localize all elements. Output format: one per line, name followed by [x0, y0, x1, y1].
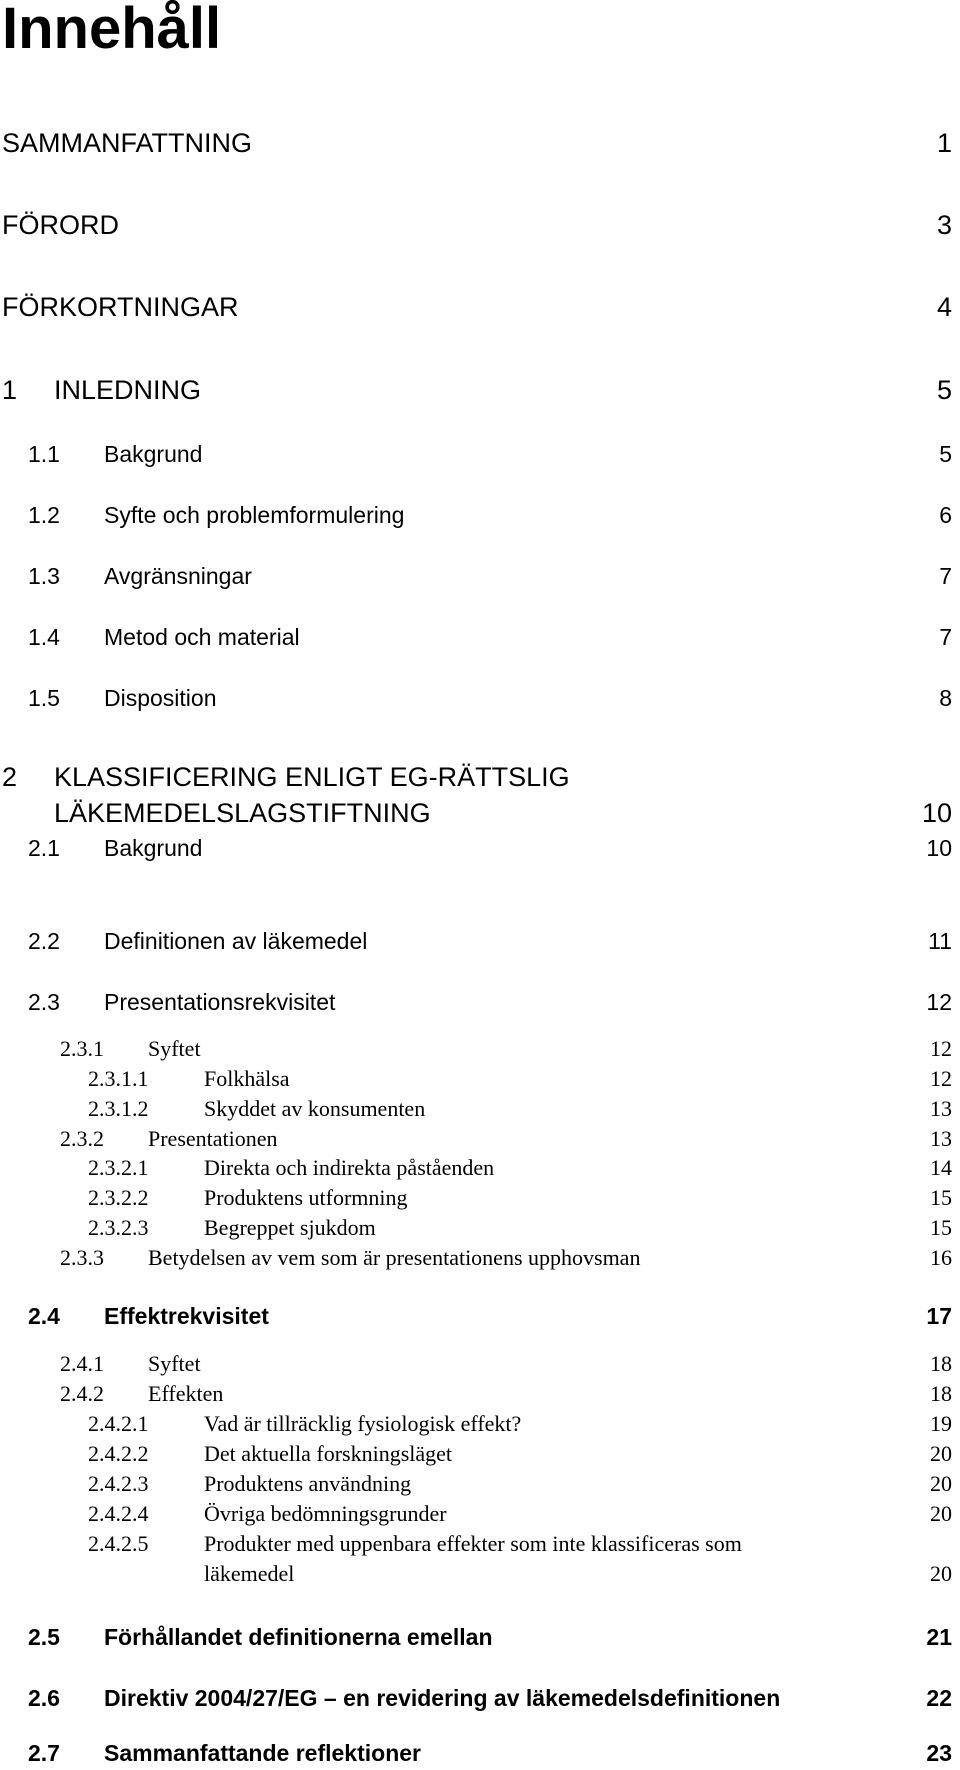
- toc-text: Sammanfattande reflektioner: [104, 1740, 421, 1766]
- toc-page-number: 8: [939, 685, 952, 711]
- toc-page-number: 12: [930, 1036, 952, 1061]
- toc-page-number: 22: [926, 1685, 952, 1711]
- toc-number: 2.3: [28, 989, 60, 1015]
- toc-number: 1.4: [28, 624, 60, 650]
- toc-page-number: 10: [926, 835, 952, 861]
- toc-page-number: 10: [921, 798, 952, 828]
- toc-text: Presentationen: [148, 1126, 278, 1151]
- toc-text: KLASSIFICERING ENLIGT EG-RÄTTSLIG: [54, 762, 570, 792]
- toc-text: Syftet: [148, 1351, 201, 1376]
- toc-text: läkemedel: [204, 1561, 295, 1586]
- toc-text: Definitionen av läkemedel: [104, 928, 368, 954]
- toc-text: Syfte och problemformulering: [104, 502, 405, 528]
- toc-number: 2.4.2.4: [88, 1501, 149, 1526]
- toc-page-number: 15: [930, 1215, 952, 1240]
- toc-text: SAMMANFATTNING: [2, 128, 253, 158]
- toc-number: 2.5: [28, 1624, 60, 1650]
- toc-text: Syftet: [148, 1036, 201, 1061]
- toc-page-number: 18: [930, 1381, 952, 1406]
- toc-number: 2.3.2.2: [88, 1185, 149, 1210]
- toc-number: 2.4.2.5: [88, 1531, 149, 1556]
- toc-number: 2.3.1.2: [88, 1096, 149, 1121]
- toc-page-number: 19: [930, 1411, 952, 1436]
- toc-text: Produktens användning: [204, 1471, 412, 1496]
- toc-number: 2.1: [28, 835, 60, 861]
- toc-number: 1.1: [28, 441, 60, 467]
- page-title: Innehåll: [2, 0, 222, 61]
- toc-number: 2.6: [28, 1685, 60, 1711]
- toc-page-number: 17: [926, 1303, 952, 1329]
- toc-page-number: 4: [936, 292, 952, 322]
- toc-number: 2.3.2: [60, 1126, 104, 1151]
- toc-text: Direkta och indirekta påståenden: [204, 1155, 495, 1180]
- toc-text: Metod och material: [104, 624, 300, 650]
- toc-number: 2.4.2.2: [88, 1441, 149, 1466]
- toc-number: 2.4.2.3: [88, 1471, 149, 1496]
- toc-number: 2.3.2.1: [88, 1155, 149, 1180]
- toc-number: 1.3: [28, 563, 60, 589]
- toc-page-number: 20: [930, 1501, 952, 1526]
- toc-page-number: 12: [930, 1066, 952, 1091]
- toc-text: Presentationsrekvisitet: [104, 989, 336, 1015]
- toc-text: Vad är tillräcklig fysiologisk effekt?: [204, 1411, 522, 1436]
- toc-text: Avgränsningar: [104, 563, 252, 589]
- toc-number: 2.4: [28, 1303, 60, 1329]
- toc-text: Effekten: [148, 1381, 224, 1406]
- toc-page-number: 6: [939, 502, 952, 528]
- toc-text: INLEDNING: [54, 375, 202, 405]
- toc-number: 2.4.2: [60, 1381, 104, 1406]
- toc-page-number: 23: [926, 1740, 952, 1766]
- toc-number: 2.7: [28, 1740, 60, 1766]
- toc-number: 2.2: [28, 928, 60, 954]
- toc-text: LÄKEMEDELSLAGSTIFTNING: [54, 798, 431, 828]
- toc-text: Betydelsen av vem som är presentationens upphovsman: [148, 1245, 641, 1270]
- toc-text: Produktens utformning: [204, 1185, 408, 1210]
- toc-number: 1: [2, 375, 18, 405]
- toc-text: Direktiv 2004/27/EG – en revidering av läkemedelsdefinitionen: [104, 1685, 781, 1711]
- toc-text: FÖRORD: [2, 210, 119, 240]
- toc-page-number: 13: [930, 1096, 952, 1121]
- toc-number: 1.5: [28, 685, 60, 711]
- toc-page-number: 16: [930, 1245, 952, 1270]
- toc-number: 2.4.2.1: [88, 1411, 149, 1436]
- toc-page-number: 18: [930, 1351, 952, 1376]
- toc-text: Skyddet av konsumenten: [204, 1096, 426, 1121]
- toc-number: 2: [2, 762, 18, 792]
- toc-text: Effektrekvisitet: [104, 1303, 269, 1329]
- toc-page-number: 3: [936, 210, 952, 240]
- toc-page-number: 5: [936, 375, 952, 405]
- toc-page-number: 21: [926, 1624, 952, 1650]
- toc-text: Bakgrund: [104, 835, 203, 861]
- toc-text: Det aktuella forskningsläget: [204, 1441, 453, 1466]
- toc-text: Förhållandet definitionerna emellan: [104, 1624, 493, 1650]
- toc-page-number: 11: [928, 928, 952, 954]
- toc-text: Bakgrund: [104, 441, 203, 467]
- toc-text: Begreppet sjukdom: [204, 1215, 376, 1240]
- toc-number: 2.3.1: [60, 1036, 104, 1061]
- toc-text: Övriga bedömningsgrunder: [204, 1501, 447, 1526]
- toc-text: Disposition: [104, 685, 217, 711]
- toc-number: 2.3.3: [60, 1245, 104, 1270]
- toc-page-number: 5: [939, 441, 952, 467]
- toc-number: 2.3.2.3: [88, 1215, 149, 1240]
- toc-text: Folkhälsa: [204, 1066, 290, 1091]
- toc-page-number: 1: [936, 128, 952, 158]
- toc-page-number: 20: [930, 1441, 952, 1466]
- toc-number: 1.2: [28, 502, 60, 528]
- toc-number: 2.3.1.1: [88, 1066, 149, 1091]
- toc-page-number: 20: [930, 1471, 952, 1496]
- toc-page-number: 20: [930, 1561, 952, 1586]
- toc-page-number: 7: [939, 563, 952, 589]
- toc-page-number: 13: [930, 1126, 952, 1151]
- toc-page-number: 14: [930, 1155, 952, 1180]
- toc-page-number: 12: [926, 989, 952, 1015]
- toc-page-number: 15: [930, 1185, 952, 1210]
- toc-number: 2.4.1: [60, 1351, 104, 1376]
- toc-text: Produkter med uppenbara effekter som inte klassificeras som: [204, 1531, 742, 1556]
- toc-page-number: 7: [939, 624, 952, 650]
- toc-text: FÖRKORTNINGAR: [2, 292, 239, 322]
